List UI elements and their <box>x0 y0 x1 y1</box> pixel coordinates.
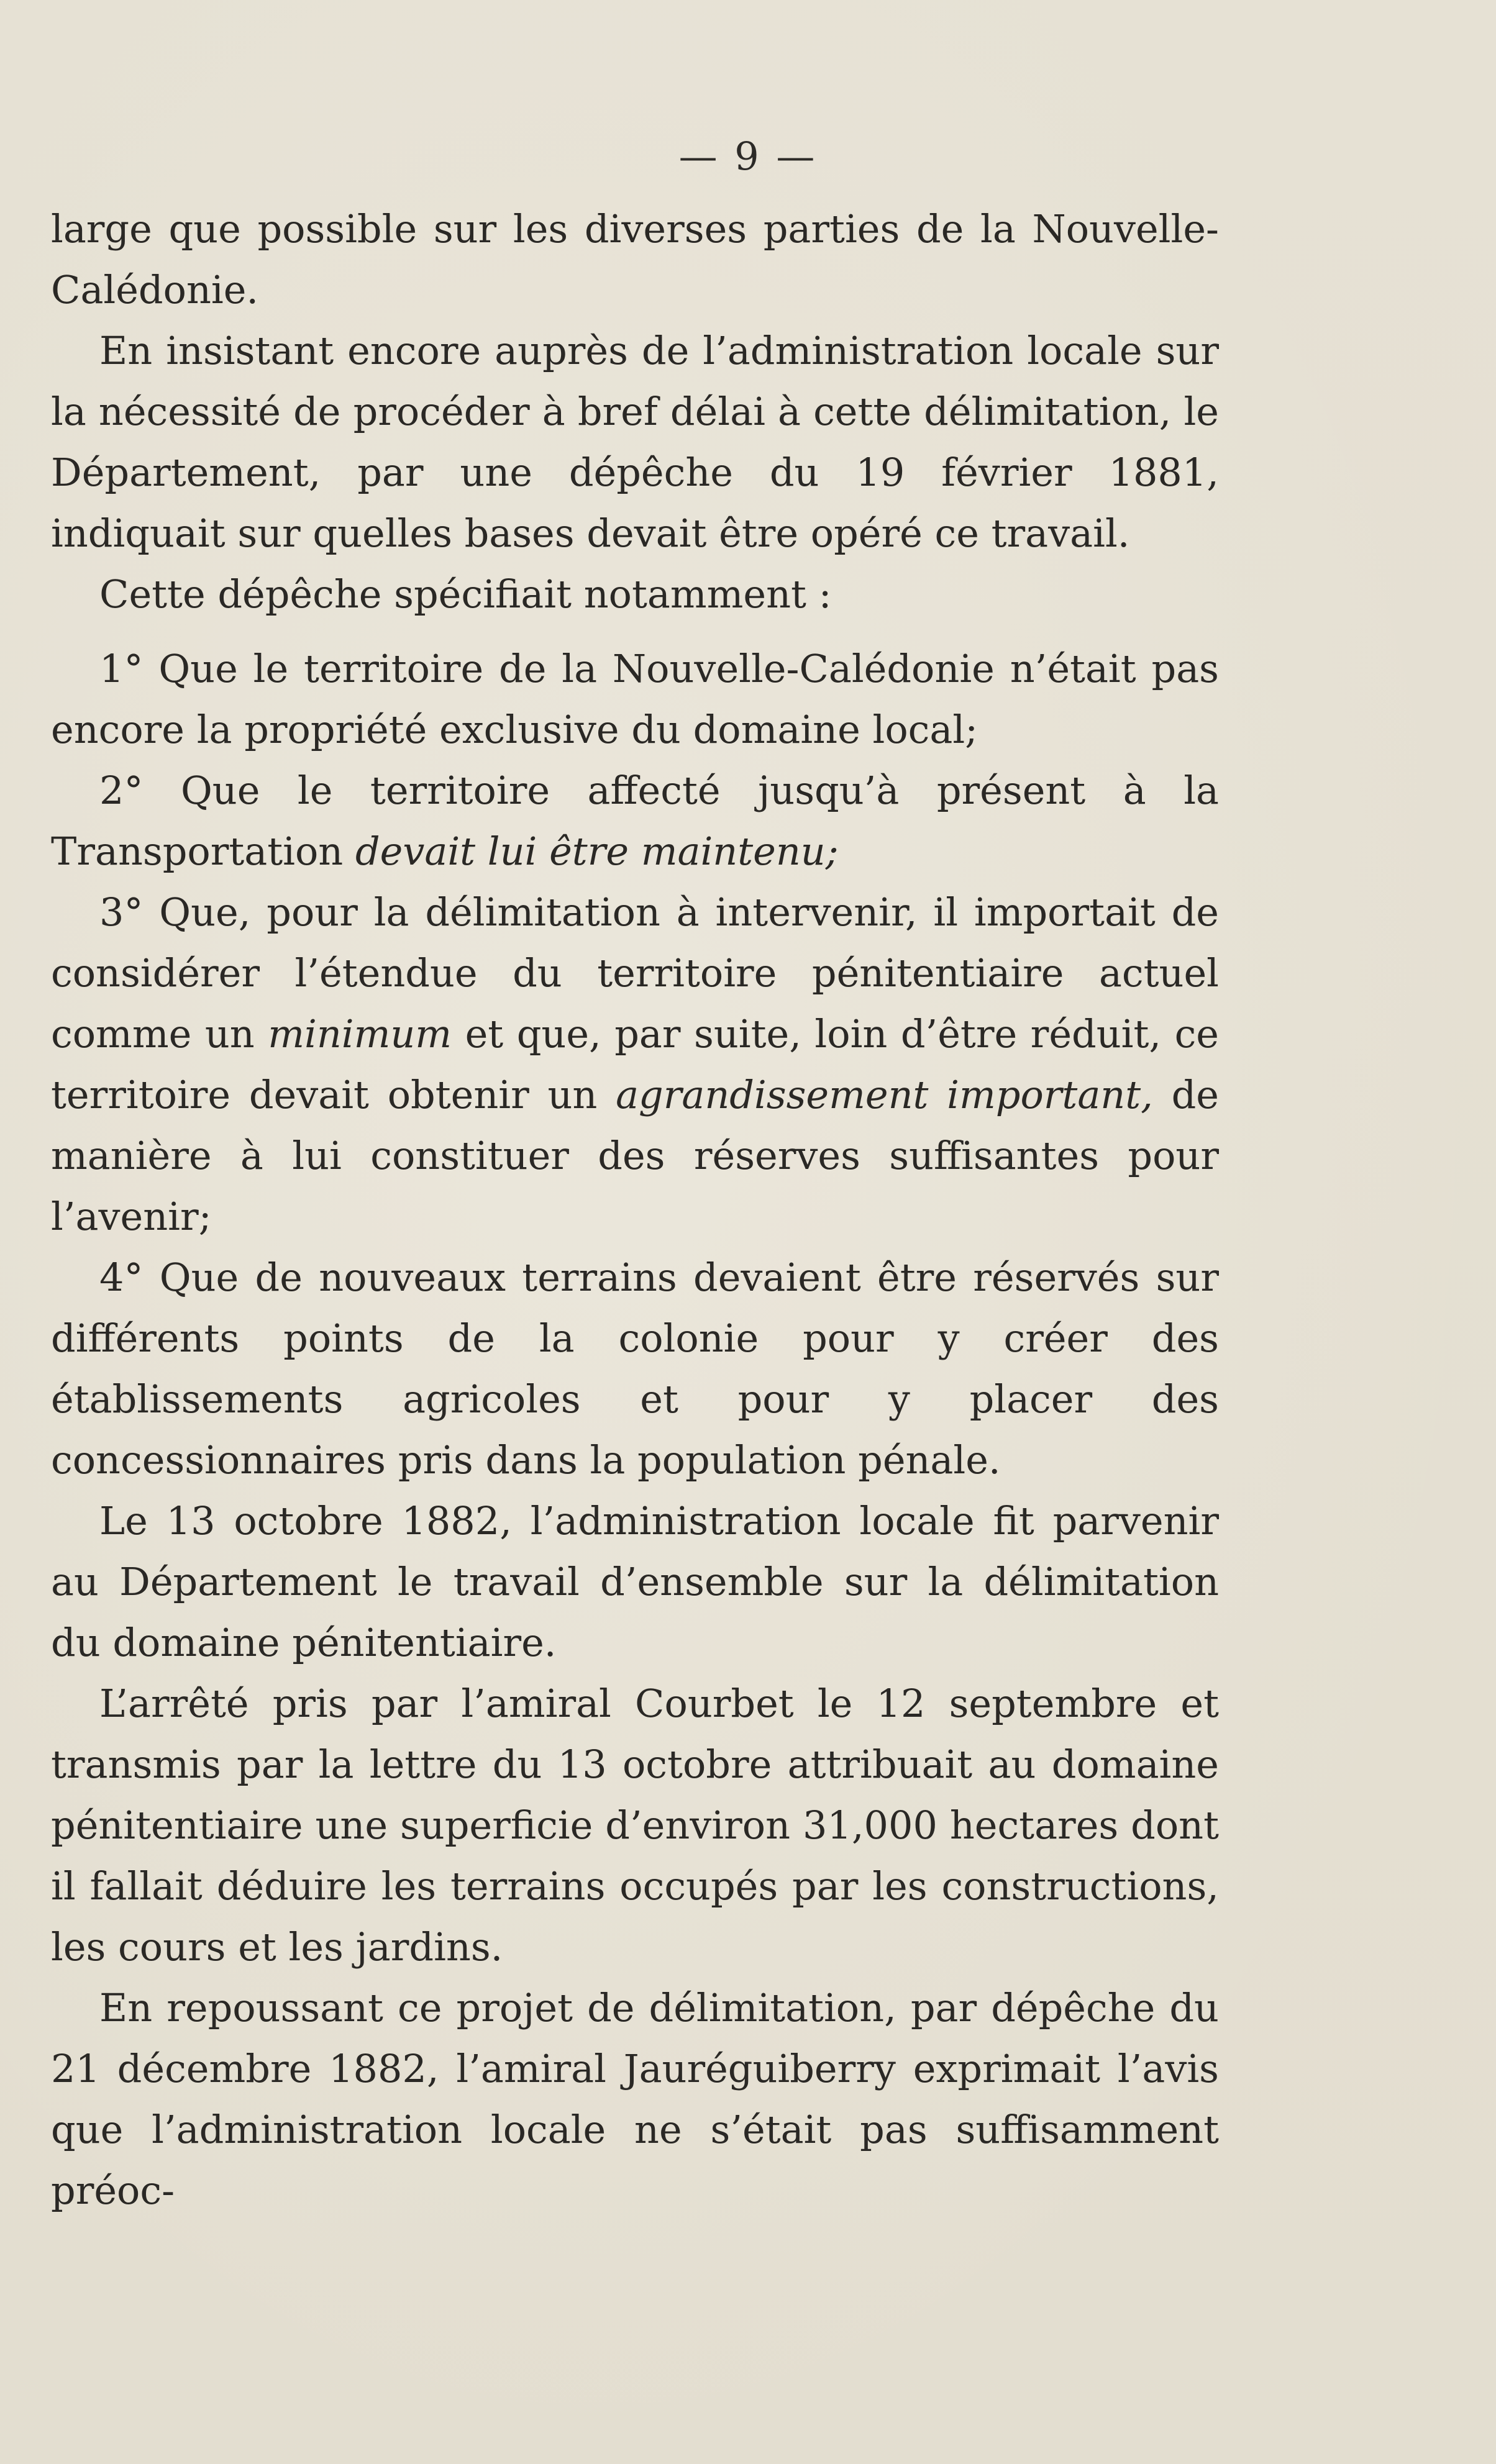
paragraph-1: large que possible sur les diverses parties de la Nouvelle-Calédonie. <box>51 206 1219 312</box>
paragraph-6-text-2: et que, par suite, loin d’être réduit, ce territoire devait obtenir un <box>51 1011 1219 1117</box>
paragraph-7: 4° Que de nouveaux terrains devaient être réservés sur différents points de la colonie pour y créer des établissements agricoles et pour y placer des concessionnaires pris dans la population pénale. <box>51 1255 1219 1483</box>
page-number: — 9 — <box>678 134 818 179</box>
paragraph-6 <box>51 882 1219 1247</box>
paragraph-6-italic-2: agrandissement important, <box>616 1072 1153 1117</box>
paragraph-9: L’arrêté pris par l’amiral Courbet le 12 septembre et transmis par la lettre du 13 octobre attribuait au domaine pénitentiaire une superficie d’environ 31,000 hectares dont il fallait déduire les terrains occupés par les constructions, les cours et les jardins. <box>51 1681 1219 1970</box>
body-text <box>51 199 1219 2221</box>
paragraph-6-text-3: de manière à lui constituer des réserves suffisantes pour l’avenir; <box>51 1072 1219 1239</box>
paragraph-8: Le 13 octobre 1882, l’administration locale fit parvenir au Département le travail d’ensemble sur la délimitation du domaine pénitentiaire. <box>51 1498 1219 1665</box>
paragraph-2: En insistant encore auprès de l’administration locale sur la nécessité de procéder à bref délai à cette délimitation, le Département, par une dépêche du 19 février 1881, indiquait sur quelles bases devait être opéré ce travail. <box>51 328 1219 556</box>
paragraph-6-italic-1: minimum <box>268 1011 452 1057</box>
paragraph-10: En repoussant ce projet de délimitation, par dépêche du 21 décembre 1882, l’amiral Jauréguiberry exprimait l’avis que l’administration locale ne s’était pas suffisamment préoc- <box>51 1985 1219 2213</box>
paragraph-5-text: 2° Que le territoire affecté jusqu’à présent à la Transportation <box>51 768 1219 874</box>
paragraph-4: 1° Que le territoire de la Nouvelle-Calédonie n’était pas encore la propriété exclusive du domaine local; <box>51 646 1219 752</box>
paragraph-3: Cette dépêche spécifiait notamment : <box>99 571 832 617</box>
paragraph-5 <box>51 760 1219 882</box>
paragraph-5-italic: devait lui être maintenu; <box>355 829 839 874</box>
paragraph-6-text-1: 3° Que, pour la délimitation à intervenir, il importait de considérer l’étendue du territoire pénitentiaire actuel comme un <box>51 889 1219 1057</box>
